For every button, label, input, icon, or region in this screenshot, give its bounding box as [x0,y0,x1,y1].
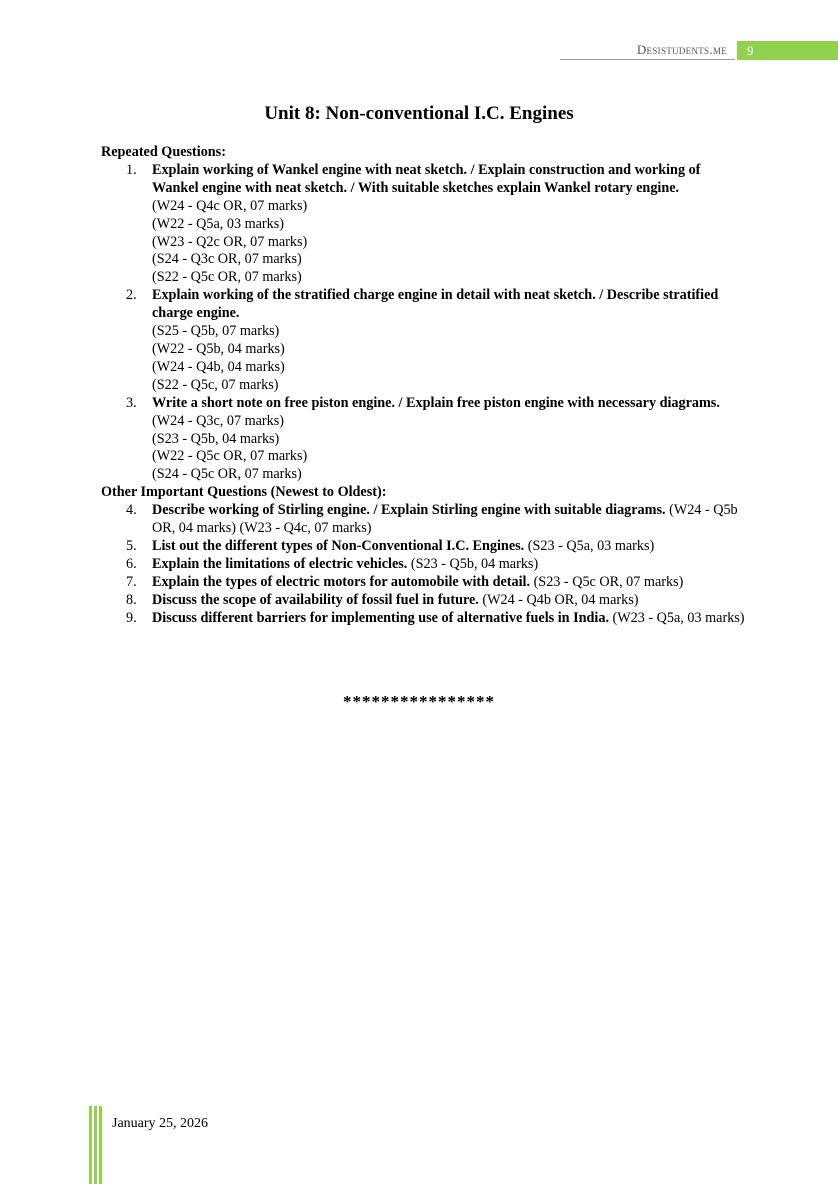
question-ref: (W24 - Q4c OR, 07 marks) [152,197,308,214]
header-rule [560,59,735,60]
question-text: List out the different types of Non-Conventional I.C. Engines. [152,537,525,554]
question-ref: (S24 - Q3c OR, 07 marks) [152,251,302,268]
question-item [101,610,746,628]
question-number: 9. [126,609,137,626]
question-ref: (S23 - Q5b, 04 marks) [152,430,280,447]
question-ref: (S22 - Q5c OR, 07 marks) [152,269,302,286]
other-questions-list [101,502,746,627]
question-text: Discuss different barriers for implementing use of alternative fuels in India. [152,609,609,626]
question-ref: (W23 - Q5a, 03 marks) [612,609,745,626]
question-text: Write a short note on free piston engine. / Explain free piston engine with necessary diagrams. [152,394,720,411]
question-text: Explain working of the stratified charge engine in detail with neat sketch. / Describe stratified charge engine. [152,287,719,322]
question-item [101,592,746,610]
question-item [101,538,746,556]
question-number: 6. [126,555,137,572]
question-text: Discuss the scope of availability of fossil fuel in future. [152,591,479,608]
question-number: 7. [126,573,137,590]
question-ref: (S23 - Q5a, 03 marks) [527,537,655,554]
header-site-name: Desistudents.me [636,42,727,57]
section-divider: **************** [343,692,495,711]
question-ref: (S23 - Q5b, 04 marks) [410,555,539,572]
question-ref: (S25 - Q5b, 07 marks) [152,323,280,340]
question-ref: (W24 - Q4b, 04 marks) [152,358,285,375]
question-text: Explain working of Wankel engine with neat sketch. / Explain construction and working of Wankel engine with neat sketch. / With suitable sketches explain Wankel rotary engine. [152,161,701,196]
question-number: 2. [126,287,137,304]
repeated-questions-heading: Repeated Questions: [101,144,226,160]
footer-accent-bars [89,1106,103,1184]
question-number: 3. [126,394,137,411]
question-item [101,556,746,574]
footer-date: January 25, 2026 [112,1116,209,1131]
page-title: Unit 8: Non-conventional I.C. Engines [264,103,574,124]
question-number: 4. [126,502,137,519]
question-ref: (W24 - Q5b OR, 04 marks) (W23 - Q4c, 07 marks) [152,502,738,537]
question-item [101,287,746,394]
question-ref: (W24 - Q3c, 07 marks) [152,412,284,429]
question-text: Describe working of Stirling engine. / Explain Stirling engine with suitable diagrams. [152,502,666,519]
question-item [101,502,746,538]
question-ref: (W24 - Q4b OR, 04 marks) [482,591,639,608]
question-ref: (S24 - Q5c OR, 07 marks) [152,466,302,483]
question-item [101,162,746,287]
question-item [101,395,746,485]
question-ref: (S23 - Q5c OR, 07 marks) [533,573,684,590]
repeated-questions-list [101,162,746,484]
page-number-badge: 9 [737,41,838,60]
question-ref: (W22 - Q5b, 04 marks) [152,340,285,357]
other-questions-heading: Other Important Questions (Newest to Oldest): [101,484,387,501]
question-ref: (W22 - Q5c OR, 07 marks) [152,448,308,465]
question-ref: (S22 - Q5c, 07 marks) [152,376,279,393]
question-number: 5. [126,537,137,554]
question-content [101,144,746,627]
question-number: 8. [126,591,137,608]
question-text: Explain the limitations of electric vehicles. [152,555,408,572]
question-ref: (W22 - Q5a, 03 marks) [152,215,284,232]
question-ref: (W23 - Q2c OR, 07 marks) [152,233,308,250]
question-text: Explain the types of electric motors for automobile with detail. [152,573,531,590]
question-number: 1. [126,161,137,178]
question-item [101,574,746,592]
